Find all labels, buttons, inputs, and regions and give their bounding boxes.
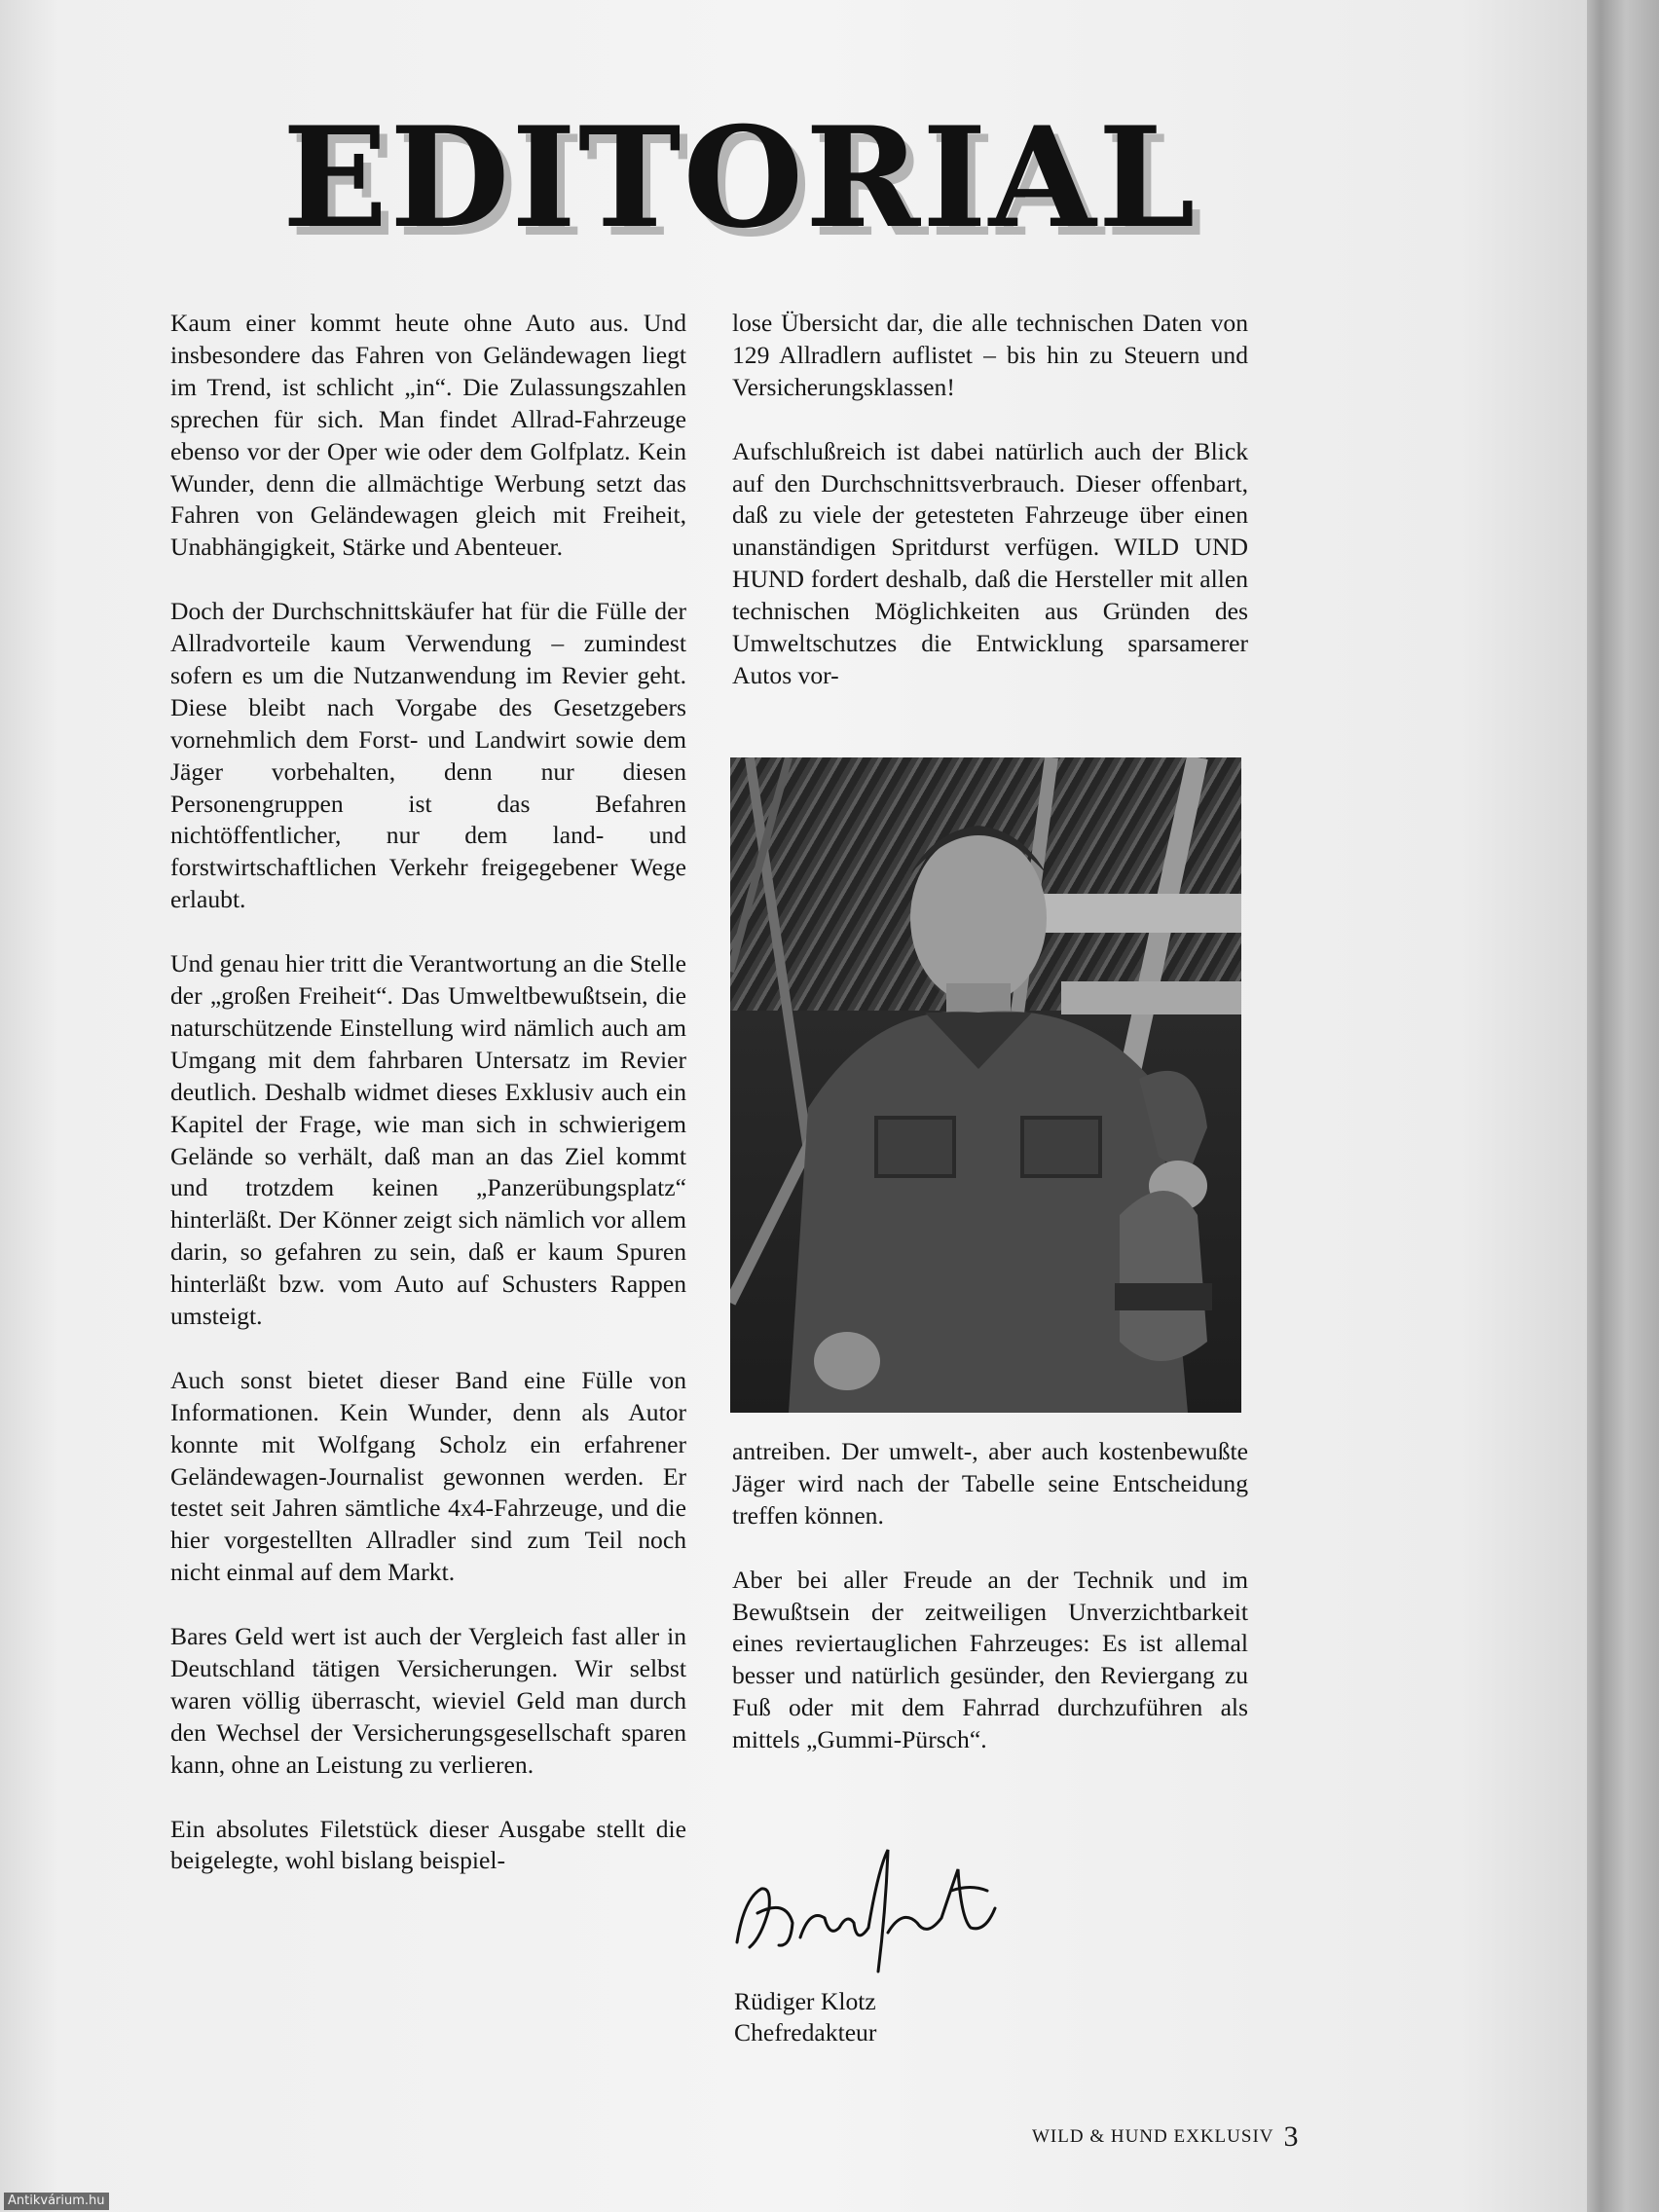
paragraph: Aber bei aller Freude an der Technik und im Bewußtsein der zeitweiligen Unverzichtbarkeit eines reviertauglichen Fahrzeuges: Es ist allemal besser und natürlich gesünder, den Reviergang zu Fuß oder mit dem Fahrrad durchzuführen als mittels „Gummi-Pürsch“.	[732, 1565, 1248, 1754]
page-footer	[1032, 2120, 1299, 2154]
paragraph: Auch sonst bietet dieser Band eine Fülle von Informationen. Kein Wunder, denn als Autor konnte mit Wolfgang Scholz ein erfahrener Geländewagen-Journalist gewonnen werden. Er testet seit Jahren sämtliche 4x4-Fahrzeuge, und die hier vorgestellten Allradler sind zum Teil noch nicht einmal auf dem Markt.	[170, 1365, 686, 1587]
magazine-name: WILD & HUND EXKLUSIV	[1032, 2126, 1274, 2147]
page-edge-shadow	[1587, 0, 1659, 2212]
paragraph: antreiben. Der umwelt-, aber auch kostenbewußte Jäger wird nach der Tabelle seine Entscheidung treffen können.	[732, 1437, 1248, 1530]
portrait-photo	[730, 757, 1241, 1413]
paragraph: Bares Geld wert ist auch der Vergleich fast aller in Deutschland tätigen Versicherungen. Wir selbst waren völlig überrascht, wieviel Geld man durch den Wechsel der Versicherungsgesellschaft sparen kann, ohne an Leistung zu verlieren.	[170, 1622, 686, 1779]
page-title: EDITORIAL	[282, 97, 1198, 259]
author-block	[734, 1986, 876, 2048]
right-column-bottom	[732, 1436, 1248, 1756]
portrait-photo-icon	[730, 757, 1241, 1413]
paragraph: Und genau hier tritt die Verantwortung an die Stelle der „großen Freiheit“. Das Umweltbewußtsein, die naturschützende Einstellung wird nämlich auch am Umgang mit dem fahrbaren Untersatz im Revier deutlich. Deshalb widmet dieses Exklusiv auch ein Kapitel der Frage, wie man sich in schwierigem Gelände so verhält, daß man an das Ziel kommt und trotzdem keinen „Panzerübungsplatz“ hinterläßt. Der Könner zeigt sich nämlich vor allem darin, so gefahren zu sein, daß er kaum Spuren hinterläßt bzw. vom Auto auf Schusters Rappen umsteigt.	[170, 949, 686, 1331]
paragraph: Ein absolutes Filetstück dieser Ausgabe stellt die beigelegte, wohl bislang beispiel-	[170, 1814, 686, 1875]
right-column-top	[732, 308, 1248, 692]
paragraph: Aufschlußreich ist dabei natürlich auch der Blick auf den Durchschnittsverbrauch. Dieser offenbart, daß zu viele der getesteten Fahrzeuge über einen unanständigen Spritdurst verfügen. WILD UND HUND fordert deshalb, daß die Hersteller mit allen technischen Möglichkeiten aus Gründen des Umweltschutzes die Entwicklung sparsamerer Autos vor-	[732, 436, 1248, 689]
left-column	[170, 308, 686, 1877]
watermark: Antikvárium.hu	[4, 2193, 109, 2210]
author-role: Chefredakteur	[734, 2018, 877, 2046]
handwritten-signature	[732, 1830, 1024, 1976]
page-number: 3	[1283, 2120, 1299, 2153]
paragraph: Doch der Durchschnittskäufer hat für die Fülle der Allradvorteile kaum Verwendung – zumindest sofern es um die Nutzanwendung im Revier geht. Diese bleibt nach Vorgabe des Gesetzgebers vornehmlich dem Forst- und Landwirt sowie dem Jäger vorbehalten, denn nur diesen Personengruppen ist das Befahren nichtöffentlicher, nur dem land- und forstwirtschaftlichen Verkehr freigegebener Wege erlaubt.	[170, 597, 686, 914]
paragraph: Kaum einer kommt heute ohne Auto aus. Und insbesondere das Fahren von Geländewagen liegt im Trend, ist schlicht „in“. Die Zulassungszahlen sprechen für sich. Man findet Allrad-Fahrzeuge ebenso vor der Oper wie oder dem Golfplatz. Kein Wunder, denn die allmächtige Werbung setzt das Fahren von Geländewagen gleich mit Freiheit, Unabhängigkeit, Stärke und Abenteuer.	[170, 309, 686, 562]
paragraph: lose Übersicht dar, die alle technischen Daten von 129 Allradlern auflistet – bis hin zu Steuern und Versicherungsklassen!	[732, 309, 1248, 401]
author-name: Rüdiger Klotz	[734, 1987, 876, 2015]
